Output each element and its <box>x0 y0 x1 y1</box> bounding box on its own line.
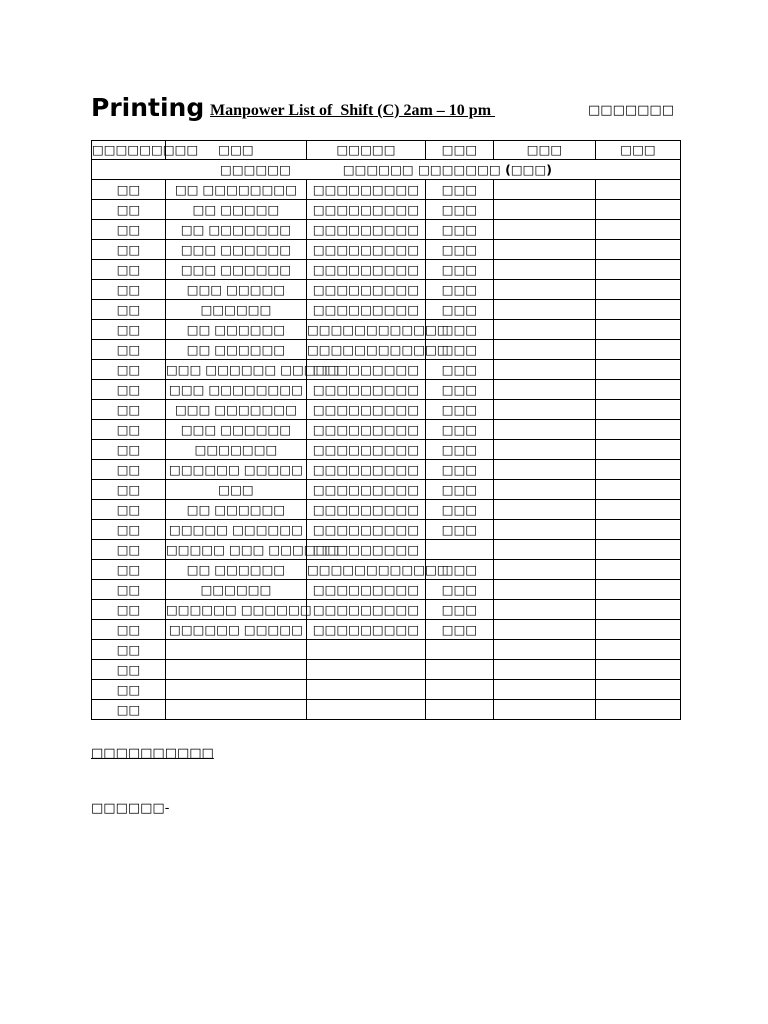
table-cell: □□□□□□□□□ <box>307 300 426 320</box>
table-cell: □□□□□□□□□□□□ <box>307 560 426 580</box>
table-cell <box>494 380 596 400</box>
table-cell: □□ □□□□□□ <box>166 500 307 520</box>
table-cell <box>596 360 681 380</box>
table-cell <box>494 240 596 260</box>
document-subtitle: Manpower List of Shift (C) 2am – 10 pm <box>210 102 496 119</box>
table-row <box>92 640 681 660</box>
table-row <box>92 700 681 720</box>
table-cell: □□ <box>92 700 166 720</box>
table-cell <box>307 660 426 680</box>
table-cell <box>596 200 681 220</box>
table-cell <box>494 400 596 420</box>
table-cell <box>596 660 681 680</box>
header-date-label: □□□□□□□ <box>588 103 674 118</box>
table-cell <box>494 320 596 340</box>
shift-name: □□□□□□ <box>220 161 291 177</box>
column-header: □□□ <box>494 141 596 160</box>
table-cell <box>494 300 596 320</box>
table-cell <box>596 440 681 460</box>
table-cell <box>596 540 681 560</box>
table-cell: □□ <box>92 200 166 220</box>
table-cell <box>494 200 596 220</box>
footer-note: □□□□□□□□□□ <box>91 746 214 761</box>
table-cell: □□ <box>92 460 166 480</box>
table-cell: □□ <box>92 280 166 300</box>
table-cell: □□□□□□□□□ <box>307 600 426 620</box>
table-cell <box>494 360 596 380</box>
table-cell <box>596 400 681 420</box>
table-cell: □□□□□□□□□□□□ <box>307 340 426 360</box>
table-cell <box>596 500 681 520</box>
table-cell: □□□ <box>426 500 494 520</box>
table-cell <box>494 620 596 640</box>
table-cell <box>494 260 596 280</box>
table-cell: □□□□□□ □□□□□ <box>166 620 307 640</box>
table-cell: □□□□□□ <box>166 300 307 320</box>
table-cell <box>307 680 426 700</box>
table-row <box>92 340 681 360</box>
table-cell: □□ <box>92 320 166 340</box>
table-row <box>92 440 681 460</box>
table-cell: □□ <box>92 500 166 520</box>
table-cell: □□ <box>92 540 166 560</box>
table-cell <box>596 180 681 200</box>
table-row <box>92 680 681 700</box>
table-cell: □□ <box>92 240 166 260</box>
table-cell: □□ <box>92 680 166 700</box>
table-cell: □□□□□□ □□□□□ <box>166 460 307 480</box>
table-cell: □□□ <box>426 560 494 580</box>
table-cell: □□□□□□□□□ <box>307 200 426 220</box>
column-header: □□□ <box>426 141 494 160</box>
table-cell <box>596 620 681 640</box>
table-cell: □□□□□□□□□ <box>307 260 426 280</box>
table-cell: □□□ □□□□□□ <box>166 240 307 260</box>
table-cell: □□□ <box>426 300 494 320</box>
table-cell: □□□□□□□□□ <box>307 620 426 640</box>
table-cell <box>596 640 681 660</box>
table-cell: □□□□□□ <box>166 580 307 600</box>
table-cell: □□ <box>92 400 166 420</box>
table-cell: □□□□□□□□□ <box>307 380 426 400</box>
table-cell: □□□□□□□□□ <box>307 500 426 520</box>
table-row <box>92 300 681 320</box>
table-cell: □□ <box>92 360 166 380</box>
table-cell: □□□□□□ □□□□□□ <box>166 600 307 620</box>
table-cell: □□ <box>92 640 166 660</box>
table-cell: □□□ <box>426 340 494 360</box>
table-cell <box>596 600 681 620</box>
table-cell <box>494 540 596 560</box>
table-row <box>92 600 681 620</box>
table-cell: □□ <box>92 580 166 600</box>
table-cell <box>494 700 596 720</box>
table-cell: □□□ <box>426 200 494 220</box>
table-cell <box>596 560 681 580</box>
table-cell: □□□□□□□□□ <box>307 220 426 240</box>
table-cell: □□ <box>92 620 166 640</box>
table-cell: □□□ □□□□□□□□ <box>166 380 307 400</box>
table-cell: □□□□□ □□□ □□□□□□ <box>166 540 307 560</box>
table-cell <box>307 640 426 660</box>
table-cell <box>596 260 681 280</box>
table-row <box>92 240 681 260</box>
table-cell: □□□ <box>426 620 494 640</box>
table-cell: □□□ <box>426 380 494 400</box>
table-cell: □□ <box>92 260 166 280</box>
shift-group-cell <box>92 160 681 180</box>
table-row <box>92 420 681 440</box>
table-row <box>92 620 681 640</box>
table-cell: □□□ <box>426 420 494 440</box>
table-cell <box>494 280 596 300</box>
table-cell: □□ □□□□□□ <box>166 320 307 340</box>
table-cell: □□ <box>92 340 166 360</box>
table-cell: □□□ <box>426 400 494 420</box>
table-cell: □□□□□□□□□ <box>307 580 426 600</box>
table-cell <box>494 640 596 660</box>
table-cell <box>596 340 681 360</box>
column-header: □□□ <box>596 141 681 160</box>
table-cell: □□□ □□□□□ <box>166 280 307 300</box>
table-row <box>92 580 681 600</box>
table-cell: □□ □□□□□ <box>166 200 307 220</box>
table-cell: □□ <box>92 380 166 400</box>
table-row <box>92 560 681 580</box>
table-cell: □□□□□□□□□ <box>307 520 426 540</box>
document-header <box>91 92 681 124</box>
document-title: Printing <box>91 93 205 122</box>
table-cell <box>596 480 681 500</box>
table-cell <box>166 680 307 700</box>
table-cell <box>494 520 596 540</box>
table-cell <box>596 460 681 480</box>
table-cell <box>494 560 596 580</box>
table-cell <box>596 300 681 320</box>
table-cell: □□□ <box>426 280 494 300</box>
table-cell <box>494 580 596 600</box>
manpower-table <box>91 140 681 720</box>
table-cell: □□□ <box>426 580 494 600</box>
table-cell: □□□□□□□□□□□□ <box>307 320 426 340</box>
table-row <box>92 380 681 400</box>
table-cell: □□ <box>92 180 166 200</box>
table-cell: □□□ □□□□□□□ <box>166 400 307 420</box>
table-cell <box>596 680 681 700</box>
table-header-row <box>92 141 681 160</box>
footer-signature-label: □□□□□□- <box>91 801 170 816</box>
table-cell: □□□□□□□□□ <box>307 180 426 200</box>
table-cell: □□□□□□□□□ <box>307 240 426 260</box>
column-header: □□□ <box>166 141 307 160</box>
table-row <box>92 360 681 380</box>
table-cell <box>426 660 494 680</box>
table-cell <box>494 220 596 240</box>
table-cell <box>494 460 596 480</box>
table-cell: □□□ <box>426 360 494 380</box>
table-cell: □□ <box>92 660 166 680</box>
table-row <box>92 180 681 200</box>
table-cell: □□□□□□□□□ <box>307 540 426 560</box>
table-cell <box>596 280 681 300</box>
table-cell: □□□□□□□□□ <box>307 460 426 480</box>
table-cell <box>596 380 681 400</box>
table-cell <box>494 500 596 520</box>
table-cell: □□□ □□□□□□ <box>166 420 307 440</box>
table-cell <box>596 240 681 260</box>
shift-group-row <box>92 160 681 180</box>
table-cell: □□ <box>92 300 166 320</box>
table-cell <box>307 700 426 720</box>
table-cell: □□□□□□□□□ <box>307 400 426 420</box>
table-row <box>92 220 681 240</box>
table-cell <box>494 480 596 500</box>
table-row <box>92 280 681 300</box>
table-cell: □□ <box>92 480 166 500</box>
table-cell <box>494 340 596 360</box>
table-row <box>92 200 681 220</box>
table-cell <box>426 700 494 720</box>
table-cell: □□□□□□□□□ <box>307 440 426 460</box>
table-cell: □□□□□□□ <box>166 440 307 460</box>
table-row <box>92 400 681 420</box>
table-cell <box>596 420 681 440</box>
table-row <box>92 520 681 540</box>
table-cell <box>596 320 681 340</box>
table-cell <box>166 660 307 680</box>
table-cell: □□□ <box>426 320 494 340</box>
table-cell: □□□ □□□□□□ <box>166 260 307 280</box>
table-cell: □□□ <box>426 180 494 200</box>
table-cell <box>494 600 596 620</box>
table-cell: □□ <box>92 560 166 580</box>
table-cell: □□ <box>92 600 166 620</box>
table-cell: □□□ <box>426 260 494 280</box>
table-row <box>92 460 681 480</box>
table-cell <box>494 180 596 200</box>
table-cell: □□ <box>92 520 166 540</box>
table-cell: □□□ <box>426 240 494 260</box>
table-cell: □□□□□□□□□ <box>307 360 426 380</box>
table-row <box>92 260 681 280</box>
table-cell <box>596 520 681 540</box>
table-row <box>92 480 681 500</box>
table-cell: □□□□□□□□□ <box>307 280 426 300</box>
table-row <box>92 660 681 680</box>
table-cell: □□□□□ □□□□□□ <box>166 520 307 540</box>
table-cell <box>596 220 681 240</box>
table-cell <box>596 580 681 600</box>
table-cell: □□□□□□□□□ <box>307 480 426 500</box>
table-cell <box>494 660 596 680</box>
table-cell: □□□ <box>426 440 494 460</box>
table-cell <box>426 680 494 700</box>
table-cell: □□ <box>92 440 166 460</box>
table-row <box>92 540 681 560</box>
column-header: □□□□□ <box>307 141 426 160</box>
table-cell: □□□□□□□□□ <box>307 420 426 440</box>
table-cell: □□ □□□□□□□□ <box>166 180 307 200</box>
table-cell <box>426 640 494 660</box>
table-cell: □□□ <box>426 220 494 240</box>
table-cell <box>494 440 596 460</box>
table-cell <box>166 640 307 660</box>
shift-supervisor: □□□□□□ □□□□□□□ (□□□) <box>342 161 552 177</box>
table-cell <box>166 700 307 720</box>
table-cell: □□□ <box>166 480 307 500</box>
table-cell: □□ □□□□□□ <box>166 560 307 580</box>
table-cell <box>426 540 494 560</box>
table-cell: □□□ <box>426 600 494 620</box>
table-cell: □□□ <box>426 520 494 540</box>
table-cell: □□ □□□□□□ <box>166 340 307 360</box>
table-cell <box>596 700 681 720</box>
table-cell: □□ <box>92 420 166 440</box>
table-cell: □□ □□□□□□□ <box>166 220 307 240</box>
table-cell: □□□ <box>426 480 494 500</box>
table-cell: □□□ <box>426 460 494 480</box>
table-cell: □□□ □□□□□□ □□□□□ <box>166 360 307 380</box>
table-row <box>92 500 681 520</box>
column-header: □□□□□□□□□ <box>92 141 166 160</box>
table-row <box>92 320 681 340</box>
table-cell <box>494 680 596 700</box>
table-cell <box>494 420 596 440</box>
table-cell: □□ <box>92 220 166 240</box>
